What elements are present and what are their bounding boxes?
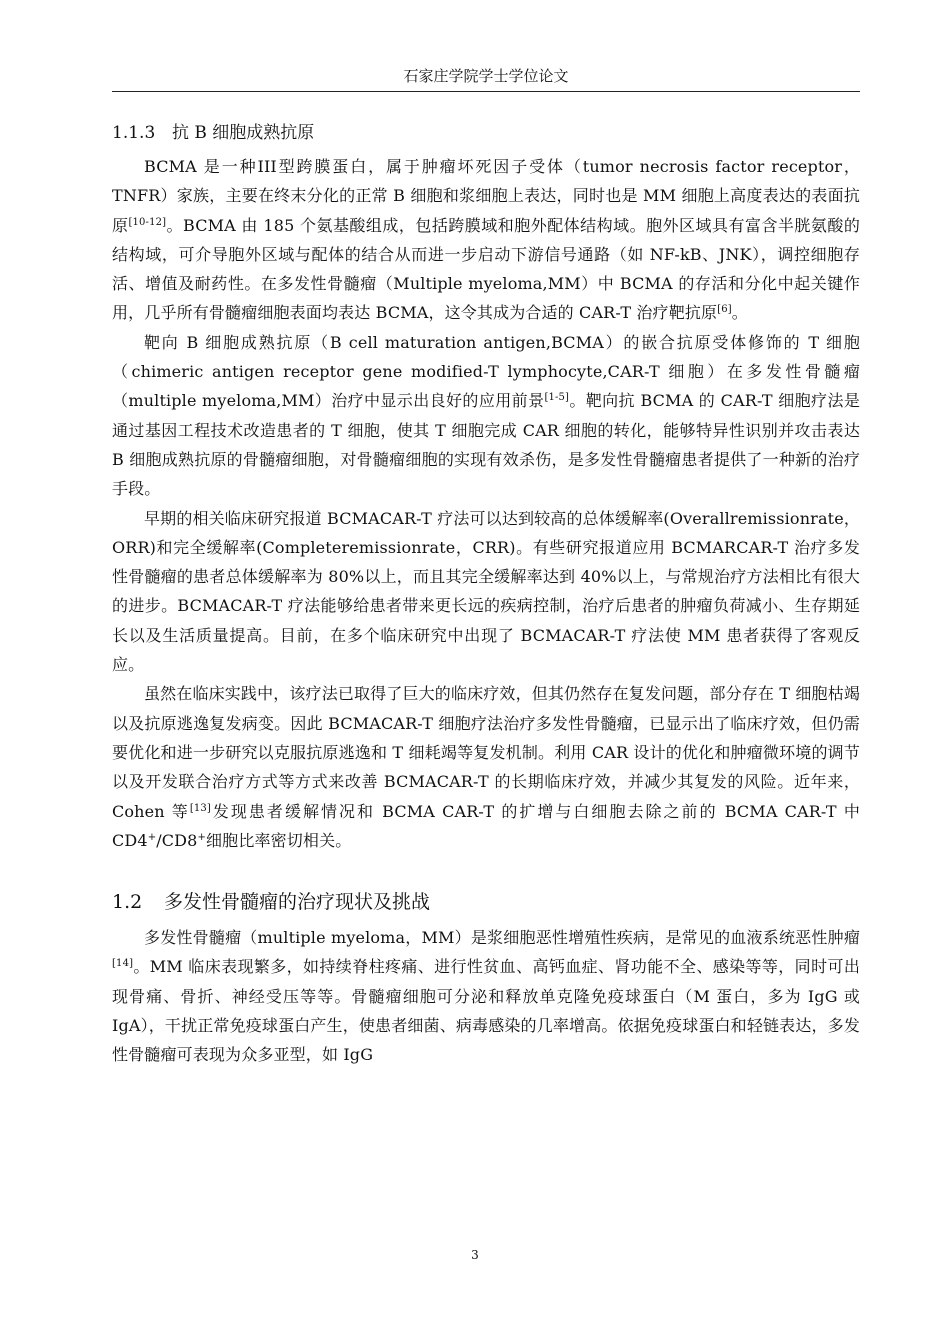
- running-header: 石家庄学院学士学位论文: [112, 66, 860, 92]
- paragraph-mm-overview: [112, 923, 860, 1069]
- citation: [1-5]: [544, 392, 570, 404]
- text-run: 发现患者缓解情况和 BCMA CAR-T 的扩增与白细胞去除之前的 BCMA CAR-T 中 CD4: [112, 801, 860, 850]
- text-run: 。MM 临床表现繁多，如持续脊柱疼痛、进行性贫血、高钙血症、肾功能不全、感染等等，同时可出现骨痛、骨折、神经受压等等。骨髓瘤细胞可分泌和释放单克隆免疫球蛋白（M 蛋白，多为 IgG 或 IgA），干扰正常免疫球蛋白产生，使患者细菌、病毒感染的几率增高。依据免疫球蛋白和轻链表达，多发性骨髓瘤可表现为众多亚型，如 IgG: [112, 957, 860, 1065]
- section-heading-1-1-3: [112, 118, 860, 148]
- section-heading-1-2: [112, 885, 860, 919]
- text-run: 多发性骨髓瘤（multiple myeloma，MM）是浆细胞恶性增殖性疾病，是常见的血液系统恶性肿瘤: [144, 928, 860, 948]
- citation: [14]: [112, 958, 134, 970]
- text-run: 。: [731, 303, 748, 323]
- section-title: 抗 B 细胞成熟抗原: [172, 123, 315, 143]
- text-run: BCMA 是一种III型跨膜蛋白，属于肿瘤坏死因子受体（tumor necrosis factor receptor，TNFR）家族，主要在终末分化的正常 B 细胞和浆细胞上表达，同时也是 MM 细胞上高度表达的表面抗原: [112, 157, 860, 235]
- section-number: 1.1.3: [112, 123, 156, 143]
- paragraph-car-t-bcma: [112, 328, 860, 504]
- text-run: 细胞比率密切相关。: [206, 830, 352, 850]
- text-run: /CD8: [156, 830, 198, 850]
- text-run: 靶向 B 细胞成熟抗原（B cell maturation antigen,BCMA）的嵌合抗原受体修饰的 T 细胞（chimeric antigen receptor gene modified-T lymphocyte,CAR-T 细胞）在多发性骨髓瘤（multiple myeloma,MM）治疗中显示出良好的应用前景: [112, 332, 860, 411]
- citation: [10-12]: [128, 216, 167, 228]
- text-run: 。靶向抗 BCMA 的 CAR-T 细胞疗法是通过基因工程技术改造患者的 T 细胞，使其 T 细胞完成 CAR 细胞的转化，能够特异性识别并攻击表达 B 细胞成熟抗原的骨髓瘤细胞，对骨髓瘤细胞的实现有效杀伤，是多发性骨髓瘤患者提供了一种新的治疗手段。: [112, 391, 860, 499]
- superscript-plus: +: [197, 831, 207, 843]
- section-title: 多发性骨髓瘤的治疗现状及挑战: [164, 891, 431, 914]
- text-run: 虽然在临床实践中，该疗法已取得了巨大的临床疗效，但其仍然存在复发问题，部分存在 T 细胞枯竭以及抗原逃逸复发病变。因此 BCMACAR-T 细胞疗法治疗多发性骨髓瘤，已显示出了临床疗效，但仍需要优化和进一步研究以克服抗原逃逸和 T 细耗竭等复发机制。利用 CAR 设计的优化和肿瘤微环境的调节以及开发联合治疗方式等方式来改善 BCMACAR-T 的长期临床疗效，并减少其复发的风险。近年来，Cohen 等: [112, 684, 860, 821]
- page-body: [112, 112, 860, 1070]
- paragraph-bcma-intro: [112, 152, 860, 328]
- paragraph-clinical-studies: 早期的相关临床研究报道 BCMACAR-T 疗法可以达到较高的总体缓解率(Overallremissionrate，ORR)和完全缓解率(Completeremissionrate，CRR)。有些研究报道应用 BCMARCAR-T 治疗多发性骨髓瘤的患者总体缓解率为 80%以上，而且其完全缓解率达到 40%以上，与常规治疗方法相比有很大的进步。BCMACAR-T 疗法能够给患者带来更长远的疾病控制，治疗后患者的肿瘤负荷减小、生存期延长以及生活质量提高。目前，在多个临床研究中出现了 BCMACAR-T 疗法使 MM 患者获得了客观反应。: [112, 508, 860, 675]
- citation: [6]: [717, 304, 732, 316]
- paragraph-relapse: [112, 679, 860, 855]
- section-number: 1.2: [112, 891, 143, 914]
- citation: [13]: [189, 802, 211, 814]
- text-run: 。BCMA 由 185 个氨基酸组成，包括跨膜域和胞外配体结构域。胞外区域具有富含半胱氨酸的结构域，可介导胞外区域与配体的结合从而进一步启动下游信号通路（如 NF-kB、JNK），调控细胞存活、增值及耐药性。在多发性骨髓瘤（Multiple myeloma,MM）中 BCMA 的存活和分化中起关键作用，几乎所有骨髓瘤细胞表面均表达 BCMA，这令其成为合适的 CAR-T 治疗靶抗原: [112, 215, 860, 323]
- page-number: 3: [471, 1248, 479, 1262]
- superscript-plus: +: [147, 831, 157, 843]
